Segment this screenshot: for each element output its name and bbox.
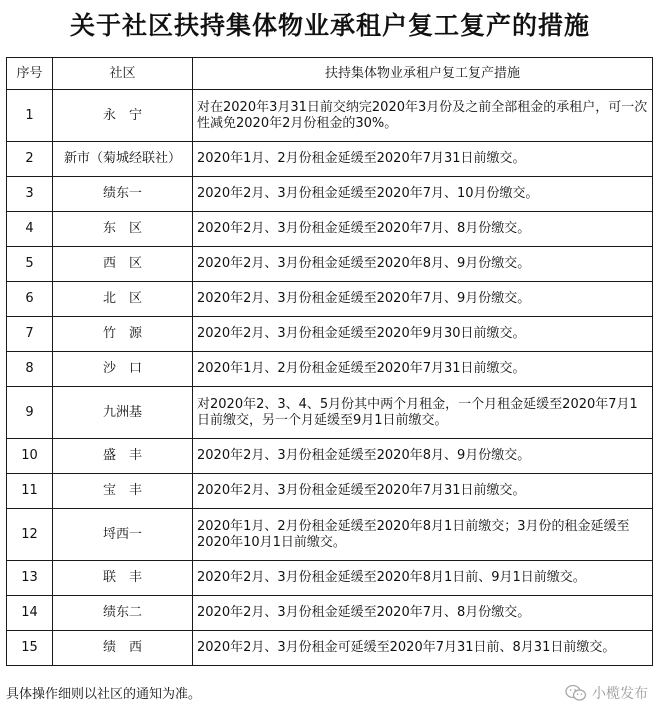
row-community: 北区 [53,282,193,317]
table-row [7,212,653,247]
table-row [7,282,653,317]
row-index: 13 [7,561,53,596]
row-measures: 2020年2月、3月份租金可延缓至2020年7月31日前、8月31日前缴交。 [193,631,653,666]
row-measures: 2020年1月、2月份租金延缓至2020年7月31日前缴交。 [193,142,653,177]
row-measures: 2020年2月、3月份租金延缓至2020年7月31日前缴交。 [193,474,653,509]
measures-table [6,57,653,666]
footer-note: 具体操作细则以社区的通知为准。 [6,687,202,702]
row-measures: 2020年2月、3月份租金延缓至2020年7月、8月份缴交。 [193,212,653,247]
row-community: 绩东二 [53,596,193,631]
row-measures: 对在2020年3月31日前交纳完2020年3月份及之前全部租金的承租户，可一次性减免2020年2月份租金的30%。 [193,90,653,142]
watermark-text: 小榄发布 [592,686,648,702]
row-index: 6 [7,282,53,317]
header-measures: 扶持集体物业承租户复工复产措施 [193,58,653,90]
row-measures: 2020年1月、2月份租金延缓至2020年7月31日前缴交。 [193,352,653,387]
header-index: 序号 [7,58,53,90]
wechat-icon [565,684,587,702]
row-index: 9 [7,387,53,439]
row-community: 埒西一 [53,509,193,561]
row-index: 5 [7,247,53,282]
row-community: 九洲基 [53,387,193,439]
document-title: 关于社区扶持集体物业承租户复工复产的措施 [69,11,590,40]
table-row [7,177,653,212]
table-row [7,317,653,352]
row-index: 1 [7,90,53,142]
table-row [7,631,653,666]
row-community: 永宁 [53,90,193,142]
row-index: 3 [7,177,53,212]
row-measures: 2020年2月、3月份租金延缓至2020年7月、10月份缴交。 [193,177,653,212]
row-community: 绩西 [53,631,193,666]
table-row [7,247,653,282]
row-index: 15 [7,631,53,666]
row-community: 盛丰 [53,439,193,474]
table-row [7,474,653,509]
table-row [7,561,653,596]
row-measures: 2020年2月、3月份租金延缓至2020年9月30日前缴交。 [193,317,653,352]
row-community: 沙口 [53,352,193,387]
row-index: 10 [7,439,53,474]
row-community: 宝丰 [53,474,193,509]
watermark [565,681,648,705]
table-row [7,142,653,177]
row-community: 新市（菊城经联社） [53,142,193,177]
row-measures: 2020年2月、3月份租金延缓至2020年8月1日前、9月1日前缴交。 [193,561,653,596]
row-community: 绩东一 [53,177,193,212]
row-index: 4 [7,212,53,247]
row-index: 14 [7,596,53,631]
row-index: 8 [7,352,53,387]
row-measures: 2020年2月、3月份租金延缓至2020年8月、9月份缴交。 [193,439,653,474]
header-community: 社区 [53,58,193,90]
table-row [7,509,653,561]
row-measures: 对2020年2、3、4、5月份其中两个月租金，一个月租金延缓至2020年7月1日前缴交，另一个月延缓至9月1日前缴交。 [193,387,653,439]
row-index: 2 [7,142,53,177]
table-row [7,352,653,387]
table-header-row [7,58,653,90]
table-row [7,387,653,439]
row-measures: 2020年2月、3月份租金延缓至2020年7月、9月份缴交。 [193,282,653,317]
row-index: 11 [7,474,53,509]
row-measures: 2020年2月、3月份租金延缓至2020年7月、8月份缴交。 [193,596,653,631]
row-measures: 2020年1月、2月份租金延缓至2020年8月1日前缴交；3月份的租金延缓至2020年10月1日前缴交。 [193,509,653,561]
row-index: 7 [7,317,53,352]
row-community: 西区 [53,247,193,282]
row-community: 联丰 [53,561,193,596]
row-measures: 2020年2月、3月份租金延缓至2020年8月、9月份缴交。 [193,247,653,282]
row-community: 竹源 [53,317,193,352]
table-row [7,90,653,142]
table-row [7,596,653,631]
table-row [7,439,653,474]
row-index: 12 [7,509,53,561]
row-community: 东区 [53,212,193,247]
